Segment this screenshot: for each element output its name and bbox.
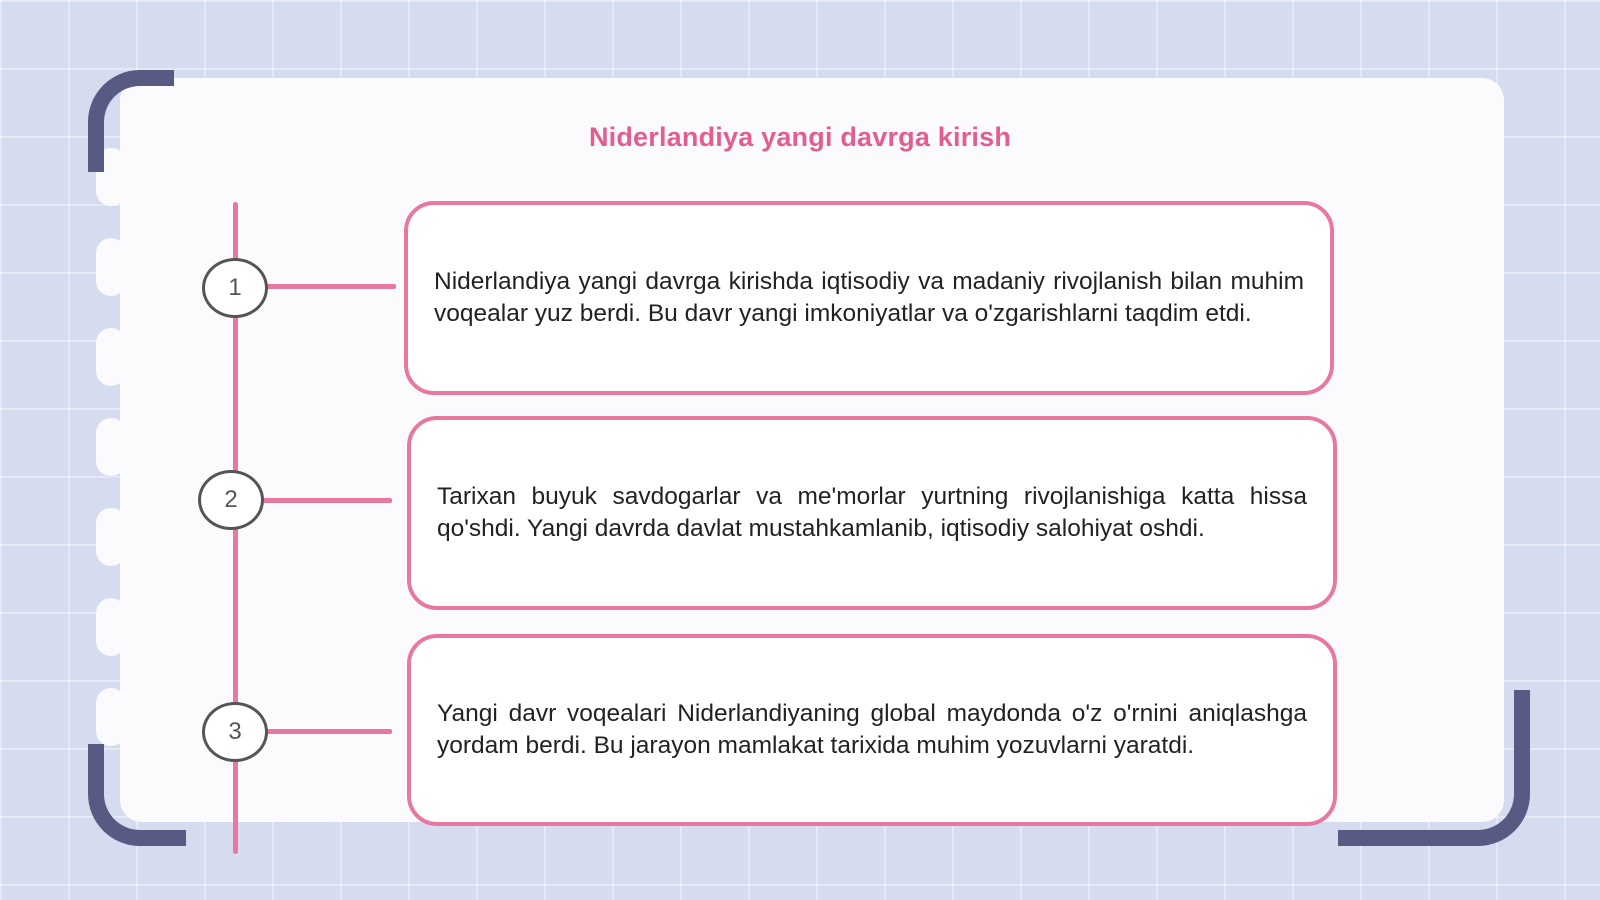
corner-bracket-bottom-right [1338,690,1530,846]
paper-scallop [96,508,126,566]
timeline-card-2 [407,416,1337,610]
corner-bracket-bottom-left [88,744,186,846]
paper-scallop [96,238,126,296]
timeline-connector [266,729,392,734]
timeline-card-3 [407,634,1337,826]
timeline-marker-2: 2 [198,470,264,530]
corner-bracket-top-left [88,70,174,172]
timeline-marker-3: 3 [202,702,268,762]
paper-scallop [96,598,126,656]
paper-scallop [96,688,126,746]
timeline-card-text: Tarixan buyuk savdogarlar va me'morlar yurtning rivojlanishiga katta hissa qo'shdi. Yangi davrda davlat mustahkamlanib, iqtisodiy salohiyat oshdi. [437,483,1307,542]
timeline-card-text: Niderlandiya yangi davrga kirishda iqtisodiy va madaniy rivojlanish bilan muhim voqealar yuz berdi. Bu davr yangi imkoniyatlar va o'zgarishlarni taqdim etdi. [434,268,1304,327]
timeline-card-text: Yangi davr voqealari Niderlandiyaning global maydonda o'z o'rnini aniqlashga yordam berdi. Bu jarayon mamlakat tarixida muhim yozuvlarni yaratdi. [437,700,1307,759]
timeline-connector [266,284,396,289]
timeline-marker-1: 1 [202,258,268,318]
slide-title: Niderlandiya yangi davrga kirish [588,122,1012,152]
paper-scallop [96,418,126,476]
timeline-connector [262,498,392,503]
paper-scallop [96,328,126,386]
timeline-card-1 [404,201,1334,395]
